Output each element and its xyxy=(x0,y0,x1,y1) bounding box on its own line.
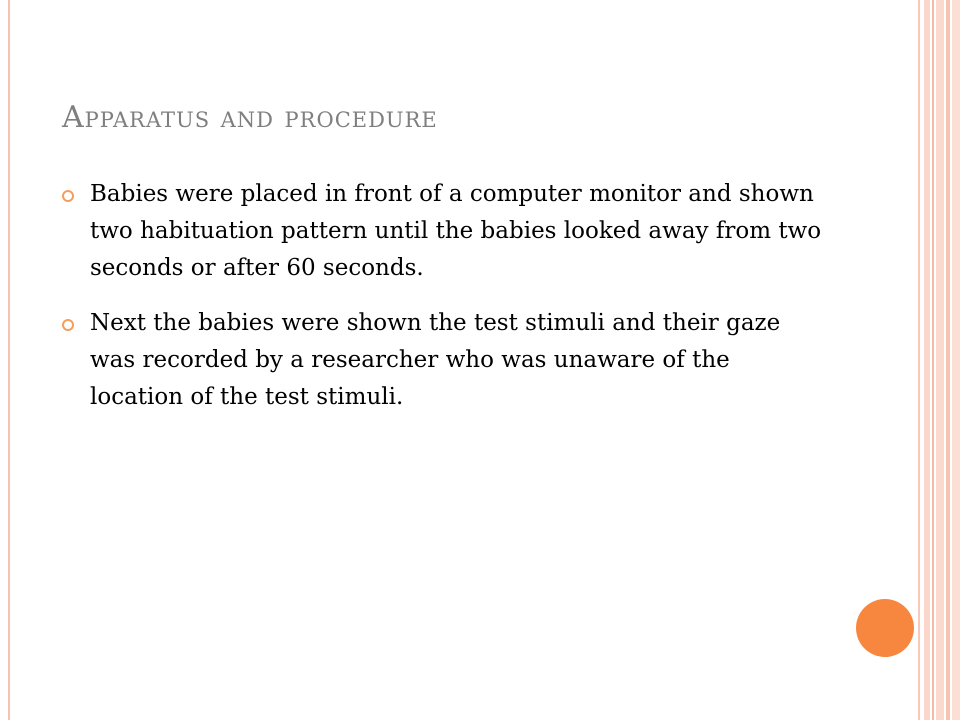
right-stripe xyxy=(946,0,950,720)
circle-bullet-icon xyxy=(62,190,74,202)
bullet-item xyxy=(62,305,822,416)
bullet-item xyxy=(62,176,822,287)
left-border-line xyxy=(8,0,10,720)
bullet-list xyxy=(62,176,822,434)
circle-bullet-icon xyxy=(62,319,74,331)
bullet-text: Babies were placed in front of a computer monitor and shown two habituation pattern until the babies looked away from two seconds or after 60 seconds. xyxy=(90,181,822,281)
slide-title: Apparatus and procedure xyxy=(62,100,438,135)
right-stripe xyxy=(932,0,934,720)
right-stripe xyxy=(924,0,930,720)
right-stripe xyxy=(936,0,944,720)
bullet-text: Next the babies were shown the test stimuli and their gaze was recorded by a researcher who was unaware of the location of the test stimuli. xyxy=(90,310,781,410)
right-stripe xyxy=(952,0,960,720)
right-stripe xyxy=(918,0,920,720)
decorative-orb xyxy=(856,599,914,657)
